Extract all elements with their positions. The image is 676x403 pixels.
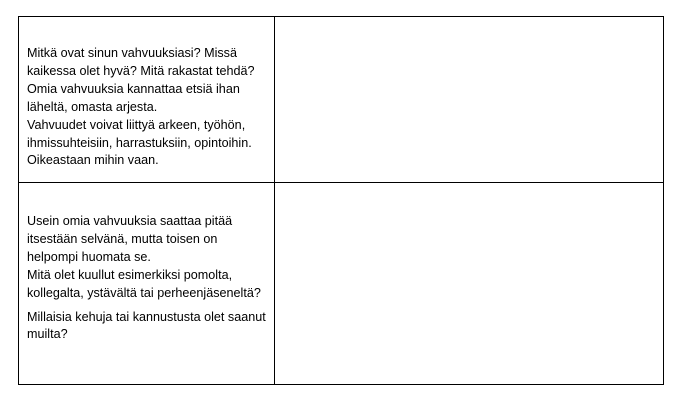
table-row: [19, 17, 664, 183]
prompt-paragraph: Vahvuudet voivat liittyä arkeen, työhön, ihmissuhteisiin, harrastuksiin, opintoihin. Oikeastaan mihin vaan.: [27, 117, 252, 168]
prompt-text: [19, 17, 274, 170]
prompt-cell: [19, 17, 275, 183]
answer-text[interactable]: [275, 17, 663, 45]
prompt-text: [19, 183, 274, 344]
answer-cell[interactable]: [275, 183, 664, 385]
prompt-paragraph: Mitä olet kuullut esimerkiksi pomolta, kollegalta, ystävältä tai perheenjäseneltä?: [27, 267, 261, 300]
prompt-paragraph: Mitkä ovat sinun vahvuuksiasi? Missä kaikessa olet hyvä? Mitä rakastat tehdä? Omia vahvuuksia kannattaa etsiä ihan läheltä, omasta arjesta.: [27, 46, 255, 114]
strengths-worksheet-table: [18, 16, 664, 385]
answer-cell[interactable]: [275, 17, 664, 183]
answer-text[interactable]: [275, 183, 663, 213]
prompt-paragraph: Usein omia vahvuuksia saattaa pitää itsestään selvänä, mutta toisen on helpompi huomata se.: [27, 214, 233, 264]
prompt-cell: [19, 183, 275, 385]
table-row: [19, 183, 664, 385]
prompt-paragraph: Millaisia kehuja tai kannustusta olet saanut muilta?: [27, 309, 266, 342]
